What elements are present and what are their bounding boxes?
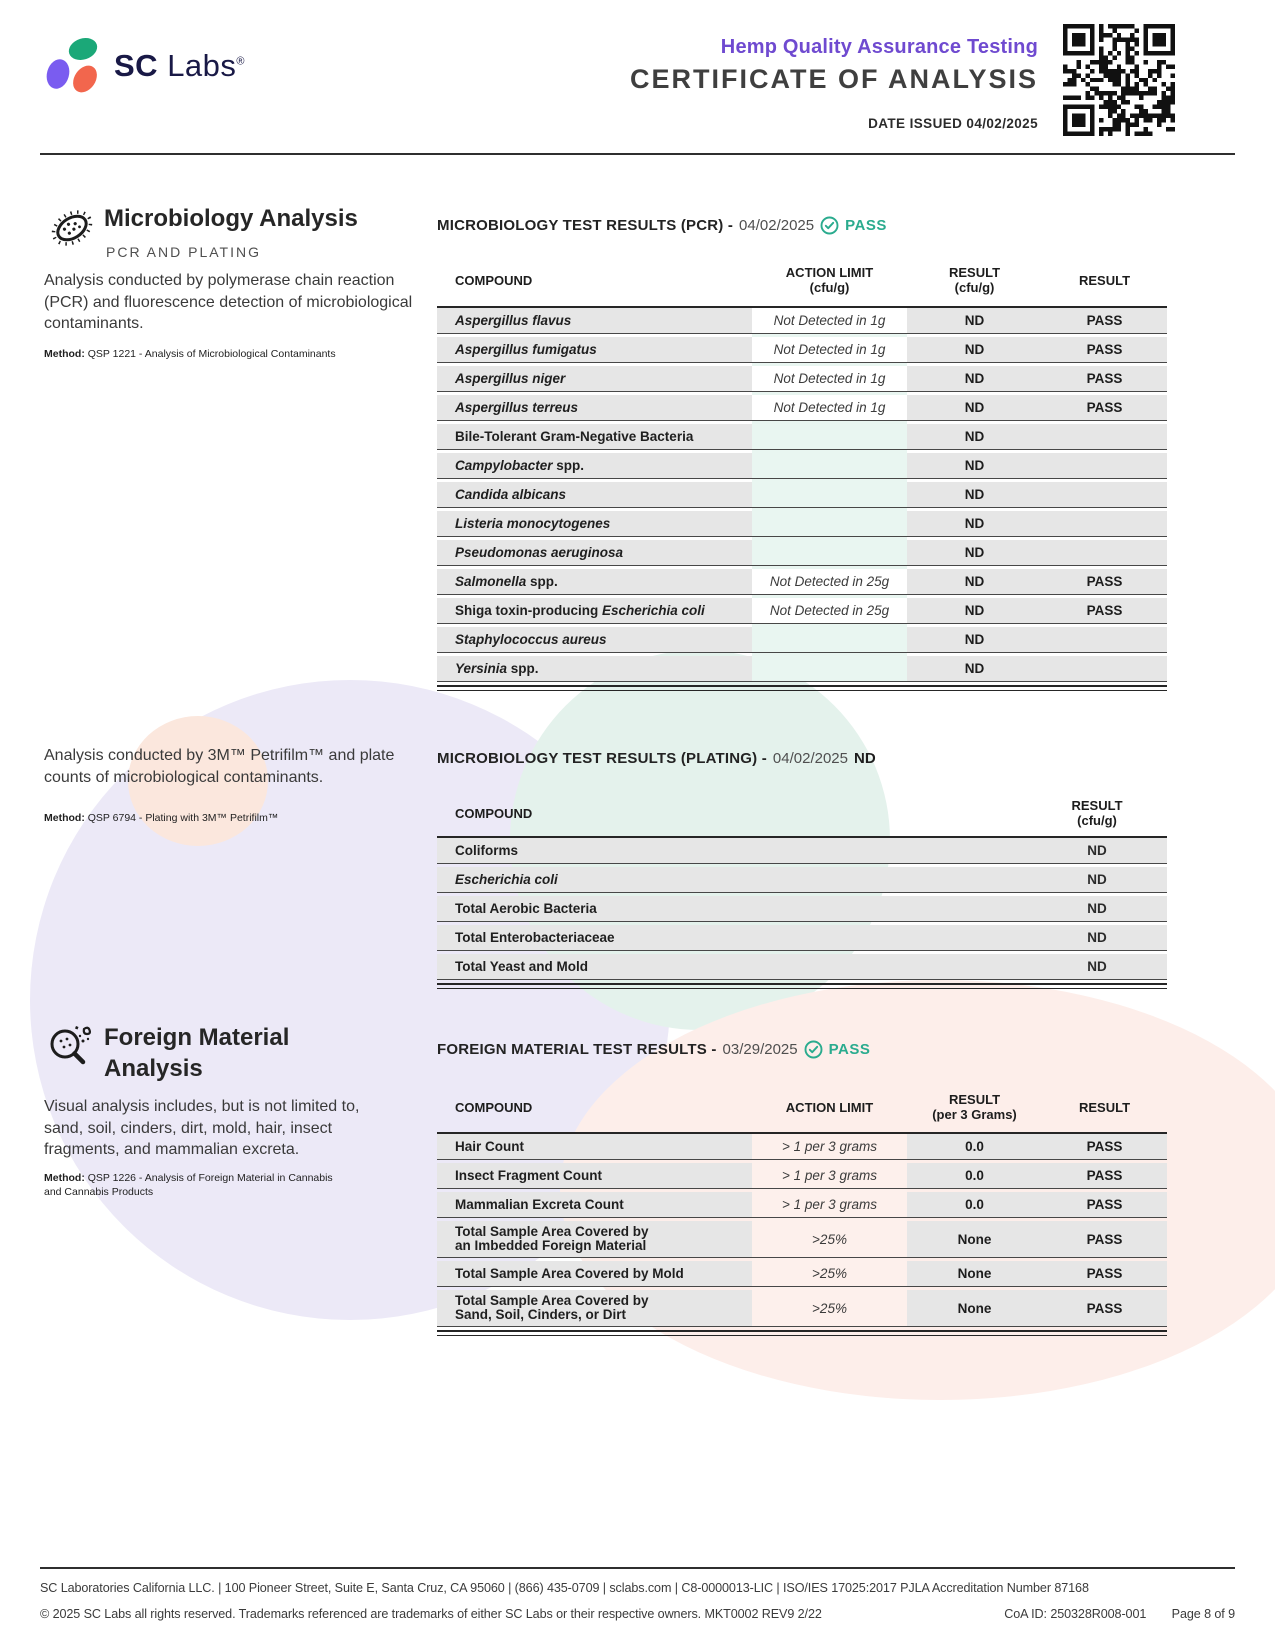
status-cell: PASS (1042, 366, 1167, 391)
fm-table-header (437, 1082, 1167, 1134)
action-limit-cell: >25% (812, 1266, 847, 1281)
table-row (437, 598, 1167, 624)
result-cell: ND (907, 424, 1042, 449)
microbe-icon (44, 200, 100, 256)
table-row (437, 453, 1167, 479)
pcr-table-header (437, 254, 1167, 308)
microbiology-subheading: PCR AND PLATING (106, 244, 261, 260)
footer-divider (40, 1567, 1235, 1569)
result-cell: ND (1027, 867, 1167, 892)
compound-cell: Total Yeast and Mold (437, 954, 1027, 979)
status-cell: PASS (1042, 1221, 1167, 1257)
result-cell: ND (907, 598, 1042, 623)
column-header-result: RESULT (1078, 1099, 1131, 1115)
status-cell: PASS (1042, 1261, 1167, 1286)
compound-cell: Total Aerobic Bacteria (437, 896, 1027, 921)
pcr-description: Analysis conducted by polymerase chain reaction (PCR) and fluorescence detection of microbiological contaminants. (44, 272, 413, 332)
action-limit-cell: Not Detected in 25g (752, 598, 907, 623)
status-cell (1042, 424, 1167, 449)
compound-cell: Shiga toxin-producing Escherichia coli (437, 598, 752, 623)
table-row (437, 838, 1167, 864)
table-row (437, 366, 1167, 392)
action-limit-cell (752, 511, 907, 536)
status-cell (1042, 627, 1167, 652)
column-header-action-limit: ACTION LIMIT (785, 1099, 874, 1115)
foreign-material-results-title: FOREIGN MATERIAL TEST RESULTS - 03/29/2025 PASS (437, 1041, 871, 1058)
compound-cell: Yersinia spp. (437, 656, 752, 681)
footer-ids (982, 1607, 1235, 1621)
table-row (437, 925, 1167, 951)
pcr-method: Method: QSP 1221 - Analysis of Microbiological Contaminants (44, 348, 336, 360)
table-row (437, 1261, 1167, 1287)
action-limit-cell: Not Detected in 1g (752, 395, 907, 420)
coa-id: CoA ID: 250328R008-001 (1004, 1607, 1147, 1621)
compound-cell: Candida albicans (437, 482, 752, 507)
status-cell (1042, 453, 1167, 478)
plating-results-title: MICROBIOLOGY TEST RESULTS (PLATING) - 04/02/2025 ND (437, 750, 876, 767)
status-cell: PASS (1042, 1290, 1167, 1326)
result-cell: ND (907, 308, 1042, 333)
pcr-table-body (437, 308, 1167, 682)
footer-line2 (40, 1607, 1235, 1621)
date-issued: DATE ISSUED 04/02/2025 (868, 116, 1038, 131)
column-header-compound: COMPOUND (455, 1099, 533, 1115)
sc-labs-logo-text: SC Labs® (114, 48, 246, 83)
table-row (437, 395, 1167, 421)
compound-cell: Total Sample Area Covered by an Imbedded Foreign Material (437, 1221, 752, 1257)
table-row (437, 308, 1167, 334)
action-limit-cell (752, 453, 907, 478)
column-header-action-limit: ACTION LIMIT (cfu/g) (785, 265, 874, 295)
result-cell: ND (907, 540, 1042, 565)
result-cell: ND (907, 395, 1042, 420)
column-header-result: RESULT (1078, 272, 1131, 288)
compound-cell: Aspergillus niger (437, 366, 752, 391)
status-cell (1042, 511, 1167, 536)
action-limit-cell: > 1 per 3 grams (782, 1139, 877, 1154)
result-cell: ND (907, 482, 1042, 507)
table-row (437, 1290, 1167, 1327)
result-cell: ND (1027, 896, 1167, 921)
action-limit-cell: Not Detected in 1g (752, 366, 907, 391)
status-cell (1042, 656, 1167, 681)
column-header-compound: COMPOUND (455, 272, 533, 288)
plating-table-header (437, 790, 1167, 838)
table-row (437, 482, 1167, 508)
table-row (437, 896, 1167, 922)
table-row (437, 337, 1167, 363)
action-limit-cell (752, 656, 907, 681)
action-limit-cell (752, 627, 907, 652)
table-row (437, 1221, 1167, 1258)
action-limit-cell: >25% (812, 1300, 847, 1316)
compound-cell: Escherichia coli (437, 867, 1027, 892)
compound-cell: Campylobacter spp. (437, 453, 752, 478)
status-cell: PASS (1042, 598, 1167, 623)
foreign-material-status: PASS (828, 1041, 871, 1058)
action-limit-cell (752, 482, 907, 507)
action-limit-cell: >25% (812, 1231, 847, 1247)
table-row (437, 1192, 1167, 1218)
action-limit-cell: Not Detected in 1g (752, 337, 907, 362)
pcr-results-title: MICROBIOLOGY TEST RESULTS (PCR) - 04/02/2025 PASS (437, 217, 887, 234)
plating-results-table (437, 790, 1167, 989)
result-cell: 0.0 (907, 1192, 1042, 1217)
status-cell (1042, 482, 1167, 507)
result-cell: ND (907, 656, 1042, 681)
table-row (437, 656, 1167, 682)
plating-table-body (437, 838, 1167, 980)
plating-status: ND (853, 750, 876, 767)
result-cell: None (907, 1261, 1042, 1286)
table-bottom-border (437, 983, 1167, 989)
result-cell: ND (1027, 954, 1167, 979)
foreign-material-description: Visual analysis includes, but is not limited to, sand, soil, cinders, dirt, mold, hair, insect fragments, and mammalian excreta. (44, 1098, 360, 1158)
table-row (437, 627, 1167, 653)
result-cell: ND (907, 569, 1042, 594)
status-cell: PASS (1042, 395, 1167, 420)
magnifier-icon (42, 1016, 102, 1076)
status-cell: PASS (1042, 1192, 1167, 1217)
action-limit-cell: > 1 per 3 grams (782, 1197, 877, 1212)
foreign-material-method: Method: QSP 1226 - Analysis of Foreign Material in Cannabis and Cannabis Products (44, 1172, 333, 1198)
compound-cell: Coliforms (437, 838, 1027, 863)
result-cell: ND (907, 511, 1042, 536)
action-limit-cell: Not Detected in 25g (752, 569, 907, 594)
status-cell: PASS (1042, 337, 1167, 362)
header-title-block (478, 36, 1038, 131)
result-cell: 0.0 (907, 1163, 1042, 1188)
plating-method: Method: QSP 6794 - Plating with 3M™ Petrifilm™ (44, 812, 279, 824)
table-row (437, 569, 1167, 595)
status-cell: PASS (1042, 569, 1167, 594)
result-cell: ND (907, 337, 1042, 362)
plating-description: Analysis conducted by 3M™ Petrifilm™ and plate counts of microbiological contaminants. (44, 747, 395, 786)
column-header-result-cfu: RESULT (cfu/g) (948, 265, 1001, 295)
column-header-compound: COMPOUND (455, 805, 533, 821)
footer-line1: SC Laboratories California LLC. | 100 Pioneer Street, Suite E, Santa Cruz, CA 95060 | (866) 435-0709 | sclabs.com | C8-0000013-LIC | ISO/IES 17025:2017 PJLA Accreditation Number 87168 (40, 1581, 1089, 1595)
table-row (437, 424, 1167, 450)
page-number: Page 8 of 9 (1171, 1607, 1235, 1621)
compound-cell: Mammalian Excreta Count (437, 1192, 752, 1217)
sc-labs-logo-icon (40, 34, 104, 98)
table-row (437, 1163, 1167, 1189)
table-row (437, 1134, 1167, 1160)
compound-cell: Total Enterobacteriaceae (437, 925, 1027, 950)
compound-cell: Bile-Tolerant Gram-Negative Bacteria (437, 424, 752, 449)
compound-cell: Staphylococcus aureus (437, 627, 752, 652)
compound-cell: Aspergillus flavus (437, 308, 752, 333)
microbiology-heading: Microbiology Analysis (104, 205, 358, 232)
action-limit-cell: Not Detected in 1g (752, 308, 907, 333)
compound-cell: Listeria monocytogenes (437, 511, 752, 536)
status-cell (1042, 540, 1167, 565)
compound-cell: Salmonella spp. (437, 569, 752, 594)
action-limit-cell (752, 540, 907, 565)
compound-cell: Aspergillus fumigatus (437, 337, 752, 362)
result-cell: 0.0 (907, 1134, 1042, 1159)
page-title: CERTIFICATE OF ANALYSIS (629, 64, 1038, 94)
status-cell: PASS (1042, 308, 1167, 333)
sc-labs-logo (40, 34, 245, 98)
header-divider (40, 153, 1235, 155)
action-limit-cell (752, 424, 907, 449)
pcr-status: PASS (845, 217, 887, 234)
check-circle-icon (804, 1040, 823, 1059)
compound-cell: Insect Fragment Count (437, 1163, 752, 1188)
compound-cell: Hair Count (437, 1134, 752, 1159)
pcr-results-table (437, 254, 1167, 691)
status-cell: PASS (1042, 1134, 1167, 1159)
table-row (437, 540, 1167, 566)
foreign-material-results-table (437, 1082, 1167, 1336)
compound-cell: Aspergillus terreus (437, 395, 752, 420)
result-cell: ND (907, 453, 1042, 478)
result-cell: ND (907, 366, 1042, 391)
table-row (437, 954, 1167, 980)
program-title: Hemp Quality Assurance Testing (720, 36, 1038, 58)
compound-cell: Pseudomonas aeruginosa (437, 540, 752, 565)
column-header-result-cfu: RESULT (cfu/g) (1071, 798, 1123, 828)
result-cell: ND (1027, 838, 1167, 863)
table-bottom-border (437, 685, 1167, 691)
compound-cell: Total Sample Area Covered by Mold (437, 1261, 752, 1286)
compound-cell: Total Sample Area Covered by Sand, Soil, Cinders, or Dirt (437, 1290, 752, 1326)
qr-code (1063, 24, 1175, 136)
status-cell: PASS (1042, 1163, 1167, 1188)
result-cell: ND (907, 627, 1042, 652)
result-cell: None (907, 1221, 1042, 1257)
result-cell: ND (1027, 925, 1167, 950)
result-cell: None (907, 1290, 1042, 1326)
footer-copyright: © 2025 SC Labs all rights reserved. Trademarks referenced are trademarks of either SC Labs or their respective owners. MKT0002 REV9 2/22 (40, 1607, 822, 1621)
column-header-result-per-3-grams: RESULT (per 3 Grams) (932, 1092, 1017, 1122)
foreign-material-heading: Foreign Material Analysis (104, 1024, 290, 1082)
table-row (437, 511, 1167, 537)
table-bottom-border (437, 1330, 1167, 1336)
fm-table-body (437, 1134, 1167, 1327)
table-row (437, 867, 1167, 893)
action-limit-cell: > 1 per 3 grams (782, 1168, 877, 1183)
check-circle-icon (820, 216, 839, 235)
